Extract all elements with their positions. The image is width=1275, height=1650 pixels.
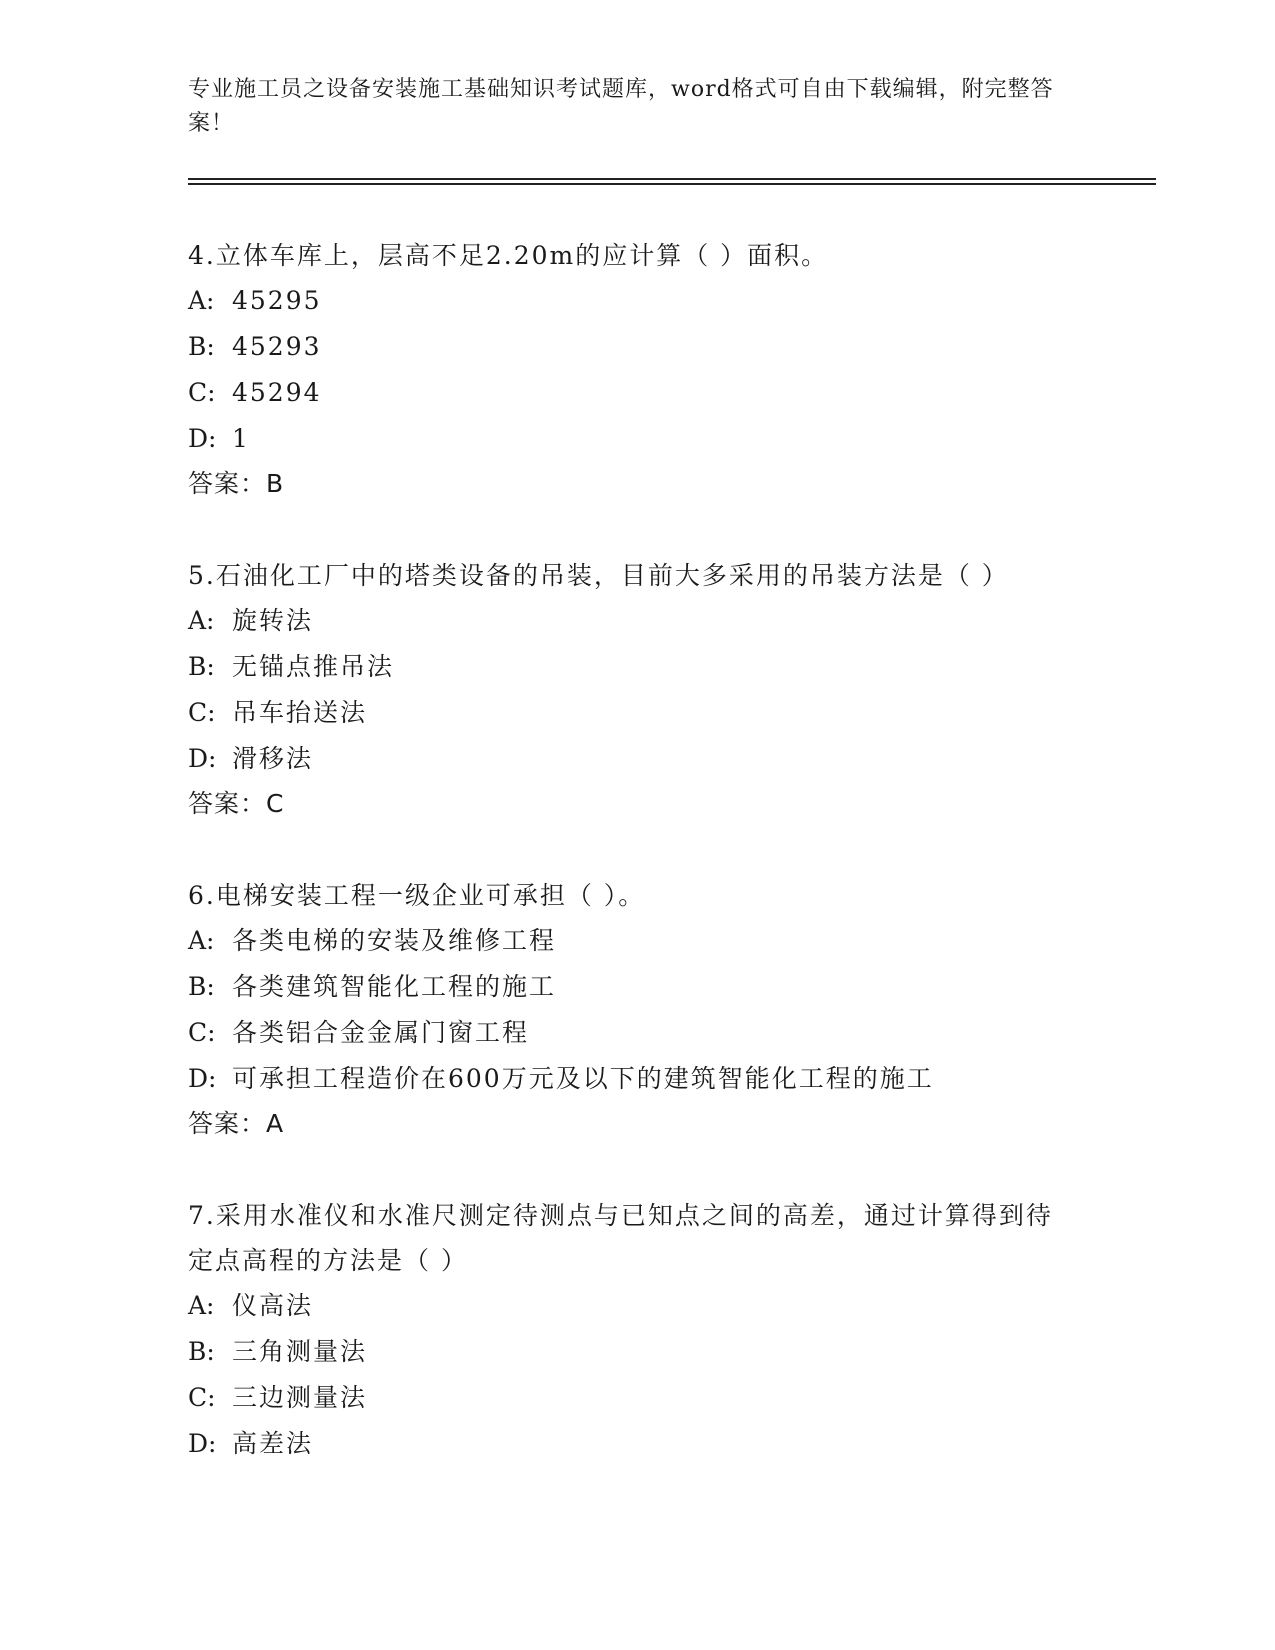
option-b bbox=[188, 1329, 1068, 1375]
option-text: 1 bbox=[232, 424, 250, 453]
option-text: 无锚点推吊法 bbox=[232, 652, 395, 681]
option-text: 三角测量法 bbox=[232, 1337, 368, 1366]
option-letter: C: bbox=[188, 698, 216, 727]
option-b bbox=[188, 964, 1068, 1010]
option-letter: B: bbox=[188, 972, 215, 1001]
option-a bbox=[188, 1283, 1068, 1329]
option-text: 吊车抬送法 bbox=[232, 698, 368, 727]
option-text: 滑移法 bbox=[232, 744, 314, 773]
question-7 bbox=[188, 1193, 1068, 1467]
question-stem: 6.电梯安装工程一级企业可承担（ ）。 bbox=[188, 881, 646, 910]
answer-label: 答案：A bbox=[188, 1109, 285, 1138]
option-letter: C: bbox=[188, 378, 216, 407]
option-letter: C: bbox=[188, 1018, 216, 1047]
option-c bbox=[188, 370, 1068, 416]
question-4 bbox=[188, 233, 1068, 506]
answer-label: 答案：B bbox=[188, 469, 285, 498]
option-d bbox=[188, 1056, 1068, 1102]
question-6 bbox=[188, 873, 1068, 1146]
option-text: 各类建筑智能化工程的施工 bbox=[232, 972, 557, 1001]
option-c bbox=[188, 1010, 1068, 1056]
option-b bbox=[188, 324, 1068, 370]
header-divider-bottom bbox=[188, 183, 1156, 185]
option-letter: A: bbox=[188, 926, 215, 955]
option-b bbox=[188, 644, 1068, 690]
option-text: 各类铝合金金属门窗工程 bbox=[232, 1018, 530, 1047]
option-letter: D: bbox=[188, 1064, 217, 1093]
document-header: 专业施工员之设备安装施工基础知识考试题库，word格式可自由下载编辑，附完整答案！ bbox=[188, 77, 1054, 136]
option-letter: A: bbox=[188, 1291, 215, 1320]
option-letter: D: bbox=[188, 424, 217, 453]
option-text: 各类电梯的安装及维修工程 bbox=[232, 926, 557, 955]
option-text: 45295 bbox=[232, 286, 322, 315]
option-text: 45293 bbox=[232, 332, 322, 361]
option-text: 三边测量法 bbox=[232, 1383, 368, 1412]
option-letter: D: bbox=[188, 744, 217, 773]
option-letter: A: bbox=[188, 606, 215, 635]
question-5 bbox=[188, 553, 1068, 826]
option-text: 仪高法 bbox=[232, 1291, 314, 1320]
option-text: 45294 bbox=[232, 378, 322, 407]
option-letter: A: bbox=[188, 286, 215, 315]
option-c bbox=[188, 690, 1068, 736]
option-letter: C: bbox=[188, 1383, 216, 1412]
question-stem: 4.立体车库上，层高不足2.20m的应计算（ ）面积。 bbox=[188, 241, 829, 270]
option-letter: D: bbox=[188, 1429, 217, 1458]
option-letter: B: bbox=[188, 652, 215, 681]
option-d bbox=[188, 736, 1068, 782]
option-text: 可承担工程造价在600万元及以下的建筑智能化工程的施工 bbox=[232, 1064, 934, 1093]
option-d bbox=[188, 416, 1068, 462]
question-stem: 5.石油化工厂中的塔类设备的吊装，目前大多采用的吊装方法是（ ） bbox=[188, 561, 1009, 590]
question-stem: 7.采用水准仪和水准尺测定待测点与已知点之间的高差，通过计算得到待定点高程的方法是（ ） bbox=[188, 1201, 1053, 1275]
option-c bbox=[188, 1375, 1068, 1421]
option-a bbox=[188, 598, 1068, 644]
option-a bbox=[188, 278, 1068, 324]
option-text: 高差法 bbox=[232, 1429, 314, 1458]
option-letter: B: bbox=[188, 332, 215, 361]
option-text: 旋转法 bbox=[232, 606, 314, 635]
option-letter: B: bbox=[188, 1337, 215, 1366]
answer-label: 答案：C bbox=[188, 789, 285, 818]
option-a bbox=[188, 918, 1068, 964]
option-d bbox=[188, 1421, 1068, 1467]
header-divider-top bbox=[188, 178, 1156, 180]
